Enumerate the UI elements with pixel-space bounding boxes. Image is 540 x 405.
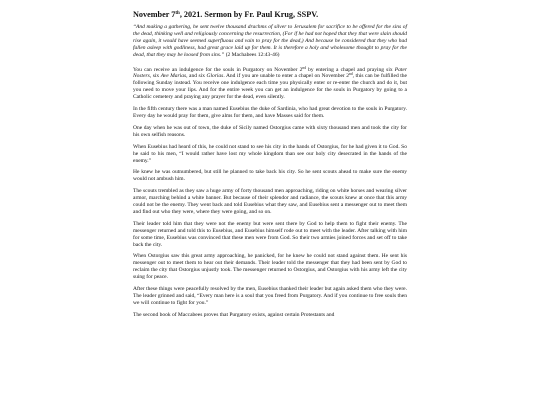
quote-text: “And making a gathering, he sent twelve thousand drachms of silver to Jerusalem for sacrifice to be offered for the sins of the dead, thinking well and religiously concerning the resurrection, (For if he had not hoped that they that were slain should rise again, it would have seemed superfluous and vain to pray for the dead,) And because he considered that they who had fallen asleep with godliness, had great grace laid up for them. It is therefore a holy and wholesome thought to pray for the dead, that they may be loosed from sins.” [133, 24, 407, 58]
paragraph-indulgence: You can receive an indulgence for the souls in Purgatory on November 2nd by entering a chapel and praying six Pater Nosters, six Ave Marias, and six Glorias. And if you are unable to enter a chapel on November 2nd, this can be fulfilled the following Sunday instead. You receive one indulgence each time you physically enter or re-enter the church and do it, but you need to move your lips. And for the entire week you can get an indulgence for the souls in Purgatory by going to a Catholic cemetery and praying any prayer for the dead, even silently. [133, 65, 407, 101]
scripture-quote [133, 24, 407, 59]
paragraph-freed-souls: After these things were peacefully resolved by the men, Eusebius thanked their leader but again asked them who they were. The leader grinned and said, “Every man here is a soul that you freed from Purgatory. And if you continue to free souls then we will continue to fight for you.” [133, 286, 407, 306]
paragraph-scouts-sent: He knew he was outnumbered, but still he planned to take back his city. So he sent scouts ahead to make sure the enemy would not ambush him. [133, 169, 407, 183]
paragraph-ostorgius-arrives: One day when he was out of town, the duke of Sicily named Ostorgius came with sixty thousand men and took the city for his own selfish reasons. [133, 124, 407, 138]
paragraph-maccabees-partial: The second book of Maccabees proves that Purgatory exists, against certain Protestants and [133, 311, 335, 318]
paragraph-white-army: The scouts trembled as they saw a huge army of forty thousand men approaching, riding on white horses and wearing silver armor, marching behind a white banner. But because of their splendor and radiance, the scouts knew at once that this army could not be the enemy. They went back and told Eusebius what they saw, and Eusebius sent a messenger out to meet them and find out who they were, where they were going, and so on. [133, 188, 407, 215]
page-title: November 7th, 2021. Sermon by Fr. Paul Krug, SSPV. [133, 10, 319, 19]
paragraph-eusebius-response: When Eusebius had heard of this, he could not stand to see his city in the hands of Ostorgius, for he had given it to God. So he said to his men, “I would rather have lost my whole kingdom than see our holy city desecrated in the hands of the enemy.” [133, 143, 407, 164]
paragraph-leader-meeting: Their leader told him that they were not the enemy but were sent there by God to help them to fight their enemy. The messenger returned and told this to Eusebius, and Eusebius himself rode out to meet with the leader. After talking with him for some time, Eusebius was convinced that these men were from God. So their two armies joined forces and set off to take back the city. [133, 220, 407, 248]
sermon-body [133, 10, 407, 319]
paragraph-eusebius-intro: In the fifth century there was a man named Eusebius the duke of Sardinia, who had great devotion to the souls in Purgatory. Every day he would pray for them, give alms for them, and have Masses said for them. [133, 106, 407, 119]
title-superscript: th [175, 11, 180, 16]
paragraph-ostorgius-retreats: When Ostorgius saw this great army approaching, he panicked, for he knew he could not stand against them. He sent his messenger out to meet them to hear out their demands. Their leader told the messenger that they had been sent by God to reclaim the city that Ostorgius unjustly took. The messenger returned to Ostorgius, and Ostorgius with his army left the city suing for peace. [133, 253, 407, 281]
quote-citation: (2 Machabees 12:43-46) [224, 51, 280, 58]
